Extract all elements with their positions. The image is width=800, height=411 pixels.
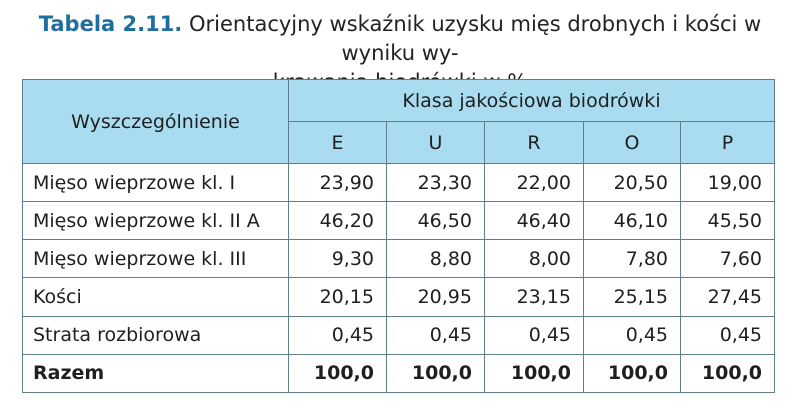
table-cell: 19,00: [681, 164, 775, 202]
table-cell: 23,90: [289, 164, 387, 202]
total-cell: 100,0: [289, 354, 387, 392]
row-label: Mięso wieprzowe kl. I: [23, 164, 289, 202]
caption-text-1: Orientacyjny wskaźnik uzysku mięs drobnych i kości w wyniku wy-: [188, 12, 762, 65]
column-header: R: [485, 122, 584, 164]
column-header: U: [387, 122, 485, 164]
table-cell: 46,20: [289, 202, 387, 240]
table-row: [23, 202, 775, 240]
row-label: Strata rozbiorowa: [23, 316, 289, 354]
table-cell: 46,10: [584, 202, 681, 240]
row-label: Kości: [23, 278, 289, 316]
table-cell: 23,15: [485, 278, 584, 316]
column-header: E: [289, 122, 387, 164]
table-cell: 8,00: [485, 240, 584, 278]
table-cell: 0,45: [289, 316, 387, 354]
group-header: Klasa jakościowa biodrówki: [289, 80, 775, 122]
table-cell: 0,45: [681, 316, 775, 354]
table-cell: 46,50: [387, 202, 485, 240]
table-row: [23, 316, 775, 354]
table-cell: 23,30: [387, 164, 485, 202]
total-label: Razem: [23, 354, 289, 392]
row-label: Mięso wieprzowe kl. III: [23, 240, 289, 278]
column-header: O: [584, 122, 681, 164]
table-row: [23, 240, 775, 278]
table-cell: 27,45: [681, 278, 775, 316]
table-cell: 20,50: [584, 164, 681, 202]
header-row-group: [23, 80, 775, 122]
data-table: [22, 79, 775, 393]
table-cell: 9,30: [289, 240, 387, 278]
table-cell: 25,15: [584, 278, 681, 316]
table-cell: 7,80: [584, 240, 681, 278]
total-cell: 100,0: [584, 354, 681, 392]
table-cell: 45,50: [681, 202, 775, 240]
column-header: P: [681, 122, 775, 164]
row-label: Mięso wieprzowe kl. II A: [23, 202, 289, 240]
table-cell: 8,80: [387, 240, 485, 278]
table-cell: 0,45: [485, 316, 584, 354]
table-cell: 0,45: [387, 316, 485, 354]
table-cell: 22,00: [485, 164, 584, 202]
caption-label: Tabela 2.11.: [38, 12, 183, 36]
caption-line-1: [10, 10, 790, 68]
total-cell: 100,0: [681, 354, 775, 392]
row-header-title: Wyszczególnienie: [23, 80, 289, 164]
total-cell: 100,0: [387, 354, 485, 392]
table-row: [23, 278, 775, 316]
table-cell: 20,95: [387, 278, 485, 316]
table-cell: 46,40: [485, 202, 584, 240]
total-row: [23, 354, 775, 392]
data-table-container: [22, 79, 774, 393]
table-cell: 20,15: [289, 278, 387, 316]
total-cell: 100,0: [485, 354, 584, 392]
table-cell: 0,45: [584, 316, 681, 354]
table-cell: 7,60: [681, 240, 775, 278]
table-row: [23, 164, 775, 202]
